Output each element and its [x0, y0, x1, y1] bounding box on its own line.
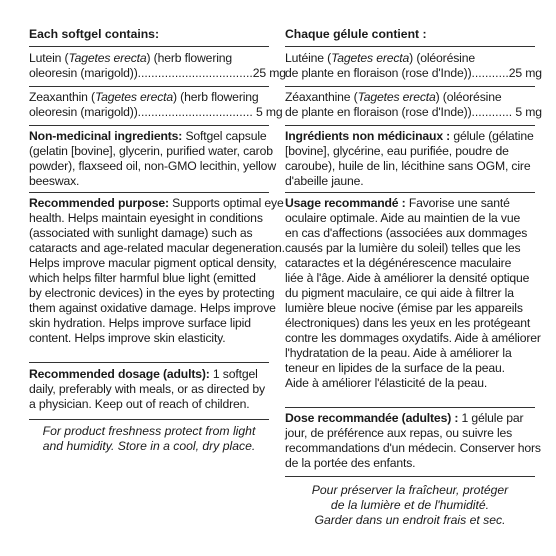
lutein-line-1: Lutéine (Tagetes erecta) (oléorésine	[285, 51, 475, 65]
zeaxanthin-line-1: Zeaxanthin (Tagetes erecta) (herb flowering	[29, 90, 259, 104]
nmi-line-3: powder), flaxseed oil, non-GMO lecithin, yellow	[29, 159, 276, 173]
nmi-line-2: [bovine], glycérine, eau purifiée, poudre de	[285, 144, 509, 158]
french-column	[285, 0, 542, 556]
section-divider	[29, 419, 269, 420]
section-divider	[285, 46, 535, 47]
dosage-line: daily, preferably with meals, or as directed by	[29, 382, 265, 396]
purpose-line: cataractes et la dégénérescence maculaire	[285, 256, 512, 270]
lutein-line-2: de plante en floraison (rose d'Inde))...........25 mg	[285, 66, 542, 80]
section-divider	[285, 86, 535, 87]
purpose-line: content. Helps improve skin elasticity.	[29, 331, 226, 345]
contains-heading: Chaque gélule contient :	[285, 27, 427, 41]
storage-note-line: Pour préserver la fraîcheur, protéger	[311, 483, 509, 497]
dosage-line-1: Dose recommandée (adultes) : 1 gélule par	[285, 411, 524, 425]
section-divider	[285, 476, 535, 477]
purpose-line: en cas d'affections (associées aux dommages	[285, 226, 528, 240]
purpose-line: lumière bleue nocive (émise par les appareils	[285, 301, 523, 315]
dosage-line: jour, de préférence aux repas, ou suivre les	[285, 426, 513, 440]
purpose-line: liée à l'âge. Aide à améliorer la densité optique	[285, 271, 530, 285]
purpose-line: by electronic devices) in the eyes by protecting	[29, 286, 275, 300]
purpose-line: which helps filter harmful blue light (emitted	[29, 271, 256, 285]
zeaxanthin-line-2: oleoresin (marigold)).................................. 5 mg	[29, 105, 283, 119]
section-divider	[29, 86, 269, 87]
zeaxanthin-line-2: de plante en floraison (rose d'Inde))............ 5 mg	[285, 105, 542, 119]
purpose-line-1: Usage recommandé : Favorise une santé	[285, 196, 510, 210]
section-divider	[285, 407, 535, 408]
nmi-line-1: Ingrédients non médicinaux : gélule (gélatine	[285, 129, 534, 143]
section-divider	[29, 125, 269, 126]
dosage-line-1: Recommended dosage (adults): 1 softgel	[29, 367, 258, 381]
zeaxanthin-line-1: Zéaxanthine (Tagetes erecta) (oléorésine	[285, 90, 502, 104]
purpose-line: skin hydration. Helps improve surface lipid	[29, 316, 251, 330]
nmi-line-3: caroube), huile de lin, lécithine sans OGM, cire	[285, 159, 531, 173]
dosage-line: de la portée des enfants.	[285, 456, 416, 470]
section-divider	[285, 125, 535, 126]
purpose-line: cataracts and age-related macular degeneration.	[29, 241, 285, 255]
lutein-line-1: Lutein (Tagetes erecta) (herb flowering	[29, 51, 233, 65]
purpose-line: teneur en lipides de la surface de la peau.	[285, 361, 505, 375]
storage-note-line: For product freshness protect from light	[42, 424, 256, 438]
lutein-dose: 25 mg	[252, 66, 286, 80]
section-divider	[29, 362, 269, 363]
dosage-line: a physician. Keep out of reach of children.	[29, 397, 250, 411]
purpose-line: Aide à améliorer l'élasticité de la peau.	[285, 376, 488, 390]
purpose-line: causés par la lumière du soleil) telles que les	[285, 241, 521, 255]
storage-note-line: and humidity. Store in a cool, dry place.	[42, 439, 256, 453]
storage-note-line: Garder dans un endroit frais et sec.	[314, 513, 506, 527]
english-column	[29, 0, 286, 556]
purpose-line: électroniques) dans les yeux en les protégeant	[285, 316, 531, 330]
nmi-line-4: d'abeille jaune.	[285, 174, 364, 188]
dosage-line: recommandations d'un médecin. Conserver hors	[285, 441, 541, 455]
purpose-line: l'hydratation de la peau. Aide à améliorer la	[285, 346, 512, 360]
purpose-line: (associated with sunlight damage) such as	[29, 226, 253, 240]
nmi-line-2: (gelatin [bovine], glycerin, purified water, carob	[29, 144, 273, 158]
contains-heading: Each softgel contains:	[29, 27, 160, 41]
purpose-line: them against oxidative damage. Helps improve	[29, 301, 276, 315]
purpose-line: Helps improve macular pigment optical density,	[29, 256, 277, 270]
section-divider	[285, 192, 535, 193]
lutein-line-2: oleoresin (marigold))..................................25 mg	[29, 66, 286, 80]
zeaxanthin-dose: 5 mg	[512, 105, 542, 119]
nmi-line-4: beeswax.	[29, 174, 80, 188]
purpose-line: du pigment maculaire, ce qui aide à filtrer la	[285, 286, 514, 300]
storage-note-line: de la lumière et de l'humidité.	[330, 498, 490, 512]
section-divider	[29, 192, 269, 193]
section-divider	[29, 46, 269, 47]
lutein-dose: 25 mg	[508, 66, 542, 80]
purpose-line: contre les dommages oxydatifs. Aide à améliorer	[285, 331, 541, 345]
purpose-line: health. Helps maintain eyesight in conditions	[29, 211, 263, 225]
zeaxanthin-dose: 5 mg	[252, 105, 283, 119]
nmi-line-1: Non-medicinal ingredients: Softgel capsule	[29, 129, 267, 143]
purpose-line: oculaire optimale. Aide au maintien de la vue	[285, 211, 521, 225]
purpose-line-1: Recommended purpose: Supports optimal eye	[29, 196, 284, 210]
